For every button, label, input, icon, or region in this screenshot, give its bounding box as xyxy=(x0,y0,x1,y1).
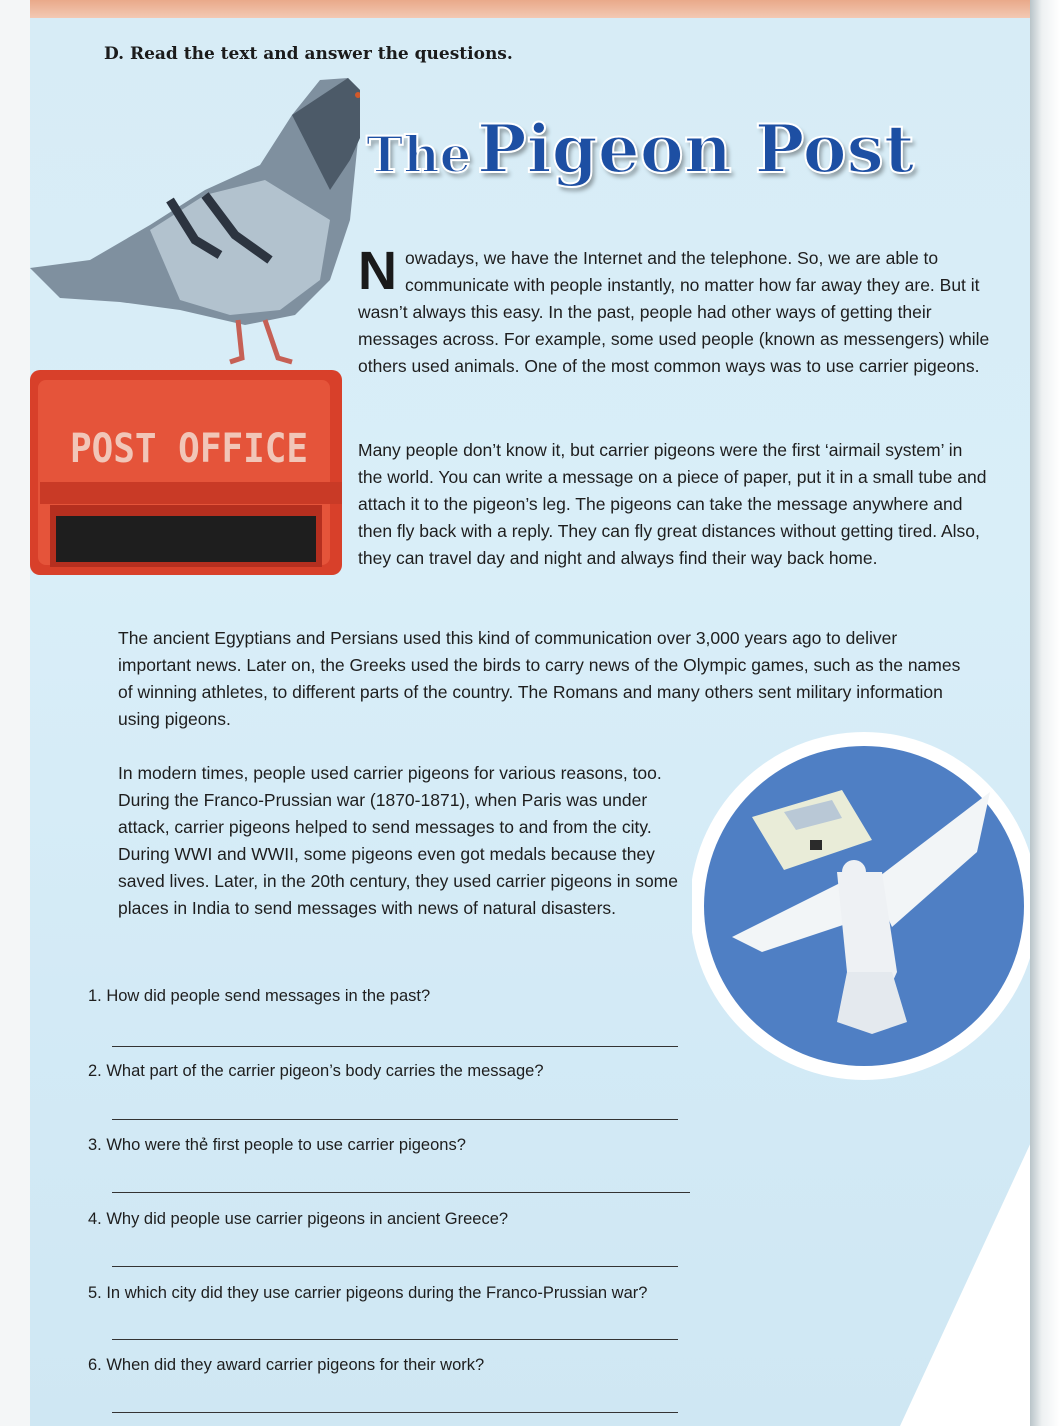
page-corner xyxy=(900,1140,1032,1426)
title-the: The xyxy=(366,125,472,184)
answer-line-2[interactable] xyxy=(112,1119,678,1120)
question-4: 4. Why did people use carrier pigeons in ancient Greece? xyxy=(88,1210,509,1228)
title-pigeon-post: Pigeon Post xyxy=(476,110,915,188)
flying-pigeon-illustration xyxy=(692,722,1032,1090)
paragraph-4: In modern times, people used carrier pigeons for various reasons, too. During the Franco-Prussian war (1870-1871), when Paris was under attack, carrier pigeons helped to send messages to and from the city. During WWI and WWII, some pigeons even got medals because they saved lives. Later, in the 20th century, they used carrier pigeons in some places in India to send messages with news of natural disasters. xyxy=(118,763,678,918)
question-3: 3. Who were thẻ first people to use carrier pigeons? xyxy=(88,1136,466,1154)
mailbox-label: POST OFFICE xyxy=(70,426,308,472)
article-title xyxy=(366,110,914,188)
question-5: 5. In which city did they use carrier pigeons during the Franco-Prussian war? xyxy=(88,1284,648,1302)
pigeon-mailbox-illustration xyxy=(30,70,360,575)
question-1: 1. How did people send messages in the past? xyxy=(88,987,431,1005)
answer-line-1[interactable] xyxy=(112,1046,678,1047)
answer-line-4[interactable] xyxy=(112,1266,678,1267)
paragraph-1-text: owadays, we have the Internet and the telephone. So, we are able to communicate with people instantly, no matter how far away they are. But it wasn’t always this easy. In the past, people had other ways of getting their messages across. For example, some used people (known as messengers) while others used animals. One of the most common ways was to use carrier pigeons. xyxy=(358,248,990,376)
answer-line-6[interactable] xyxy=(112,1412,678,1413)
paragraph-3: The ancient Egyptians and Persians used this kind of communication over 3,000 years ago to deliver important news. Later on, the Greeks used the birds to carry news of the Olympic games, such as the names of winning athletes, to different parts of the country. The Romans and many others sent military information using pigeons. xyxy=(118,628,961,729)
pigeon-image xyxy=(30,78,360,362)
page-edge xyxy=(1030,0,1060,1426)
mailbox-image xyxy=(30,370,342,575)
answer-line-5[interactable] xyxy=(112,1339,678,1340)
answer-line-3[interactable] xyxy=(112,1192,690,1193)
drop-cap: N xyxy=(358,241,397,301)
paragraph-2: Many people don’t know it, but carrier pigeons were the first ‘airmail system’ in the world. You can write a message on a piece of paper, put it in a small tube and attach it to the pigeon’s leg. The pigeons can take the message anywhere and then fly back with a reply. They can fly great distances without getting tired. Also, they can travel day and night and always find their way back home. xyxy=(358,440,987,568)
question-2: 2. What part of the carrier pigeon’s body carries the message? xyxy=(88,1062,544,1080)
question-6: 6. When did they award carrier pigeons for their work? xyxy=(88,1356,485,1374)
page-top-strip xyxy=(30,0,1032,18)
paragraph-1 xyxy=(358,241,994,380)
worksheet-page xyxy=(30,0,1032,1426)
instruction-heading: D. Read the text and answer the questions. xyxy=(104,44,513,64)
